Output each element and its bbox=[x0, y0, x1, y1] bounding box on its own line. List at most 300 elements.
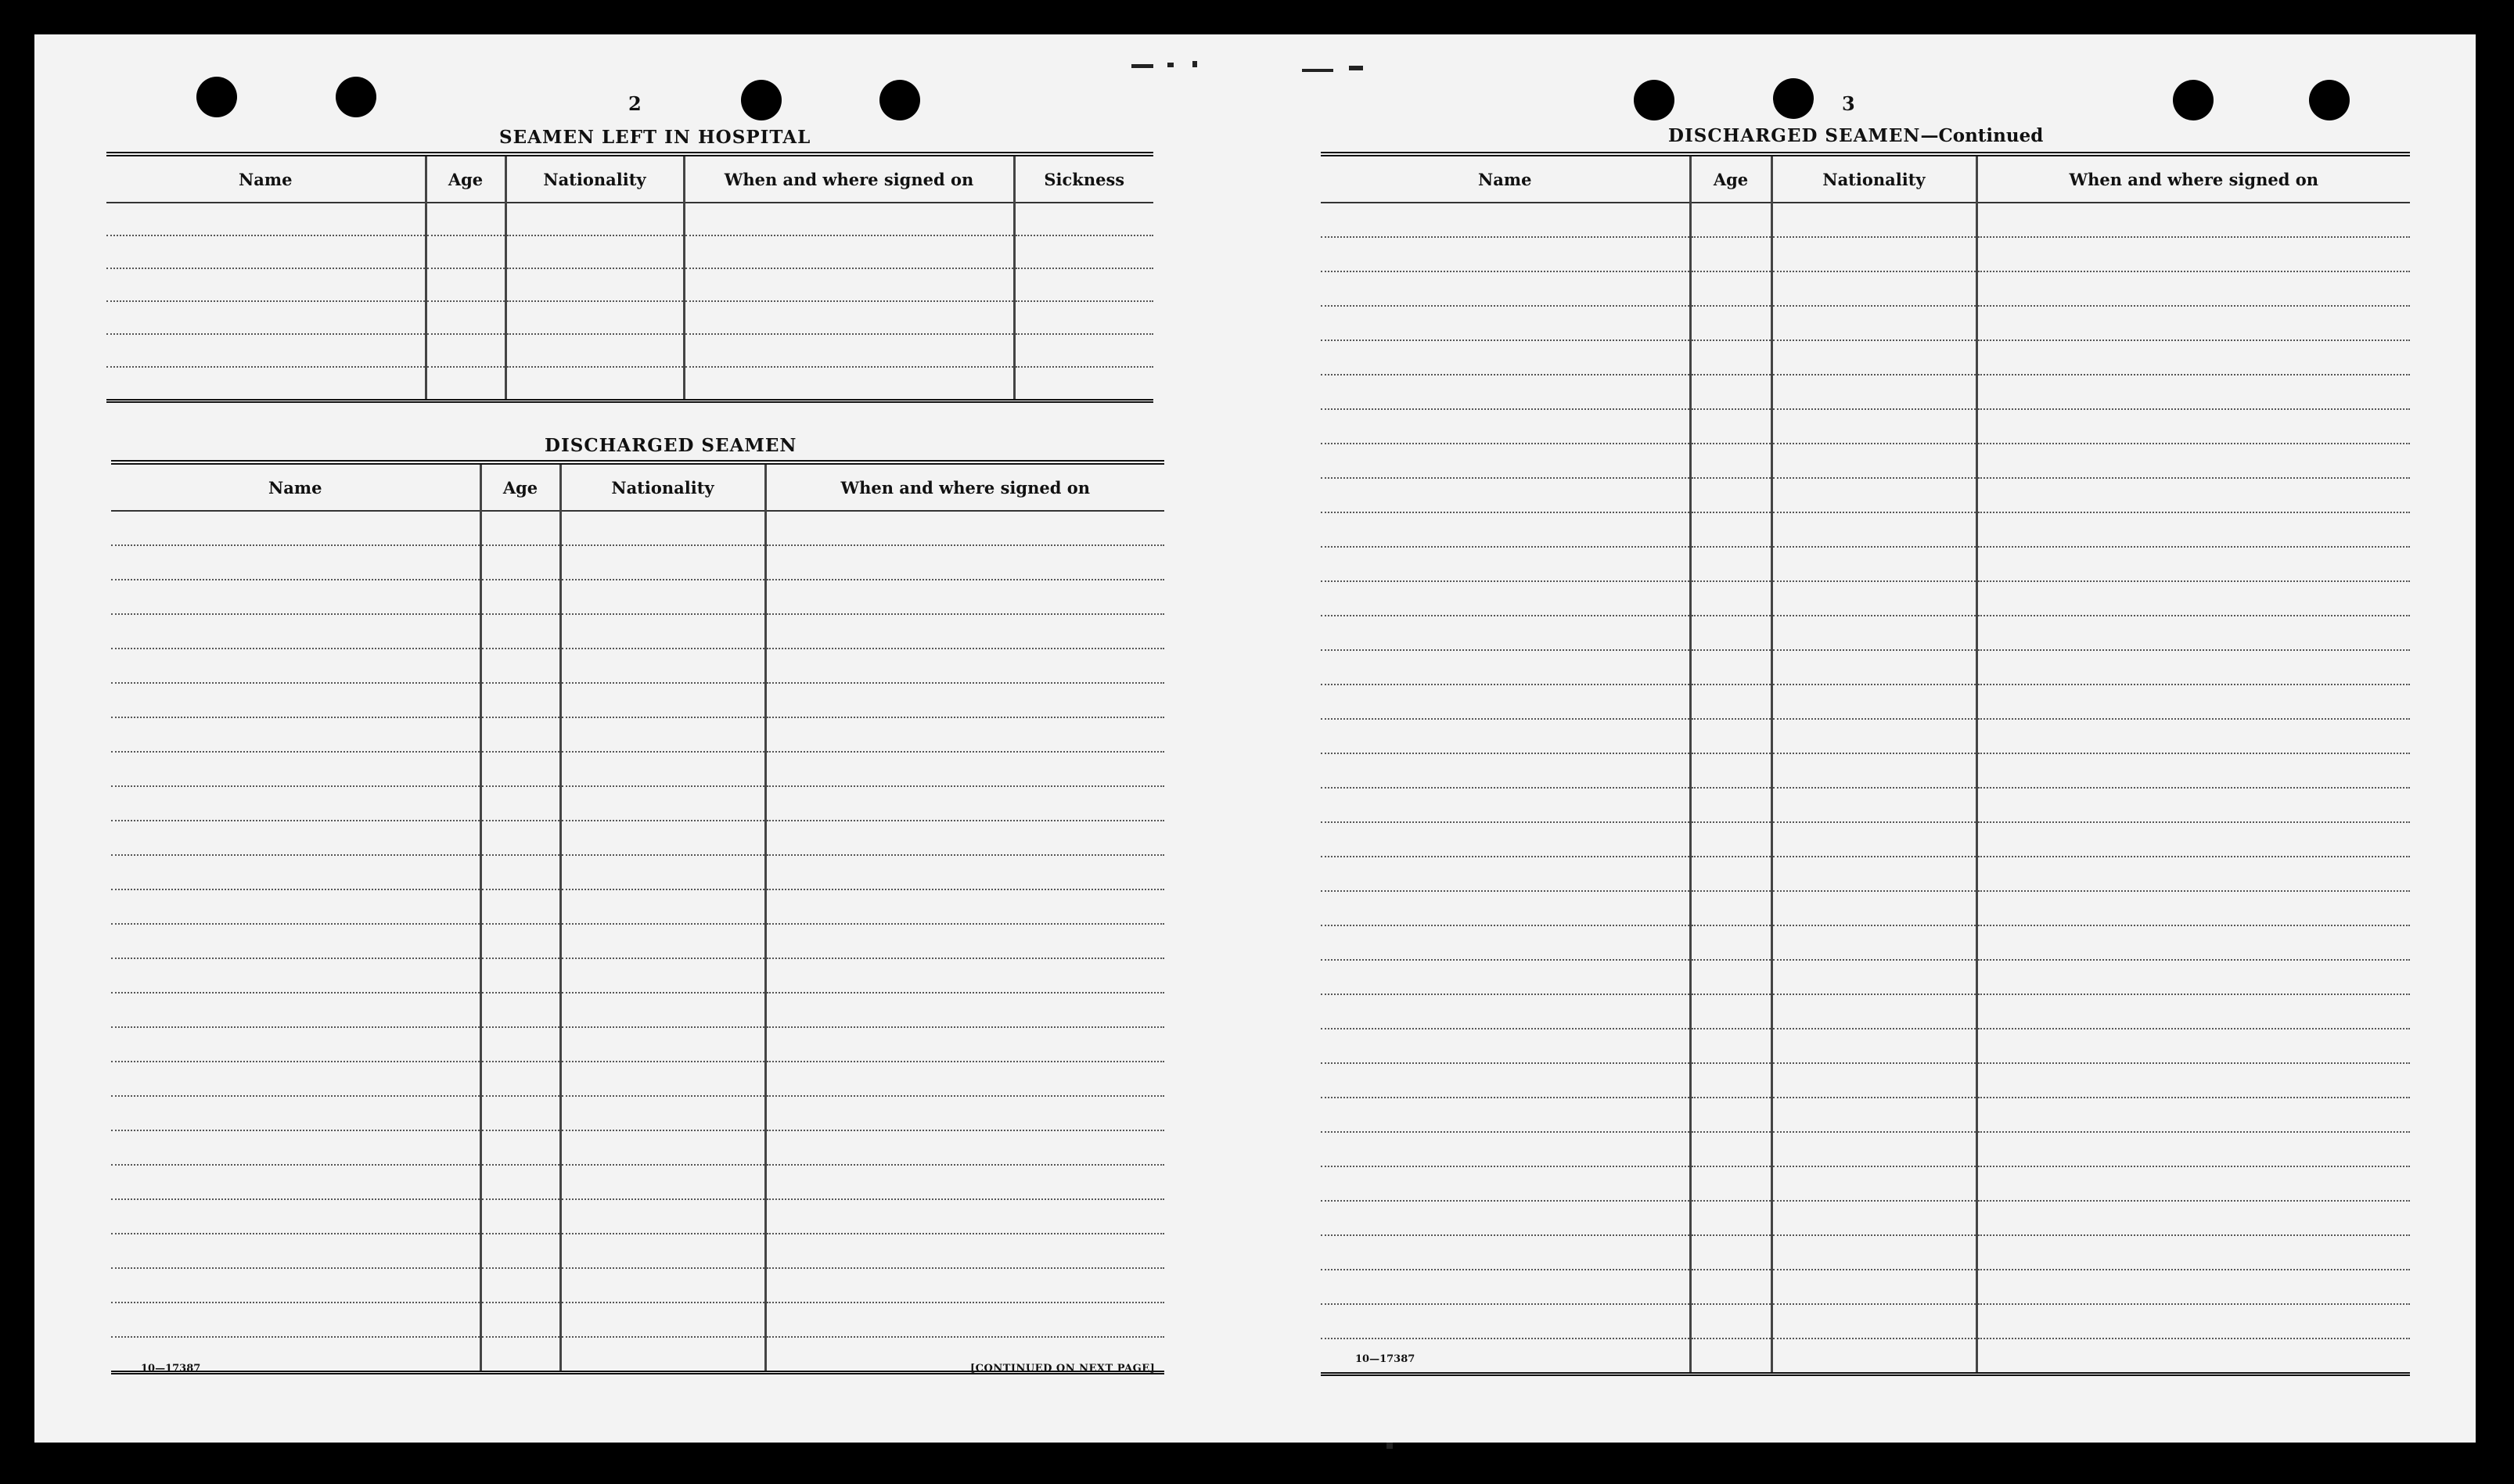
table-cell bbox=[111, 786, 480, 821]
table-row bbox=[1321, 650, 2410, 685]
table-row bbox=[106, 367, 1153, 401]
table-cell bbox=[1976, 1063, 2410, 1098]
table-cell bbox=[684, 367, 1014, 401]
table-cell bbox=[106, 235, 426, 268]
table-cell bbox=[1976, 203, 2410, 237]
table-cell bbox=[560, 1096, 765, 1130]
table-cell bbox=[1771, 1166, 1976, 1201]
table-cell bbox=[1771, 1338, 1976, 1374]
table-cell bbox=[765, 511, 1164, 545]
table-cell bbox=[765, 889, 1164, 924]
table-cell bbox=[765, 614, 1164, 649]
table-row bbox=[111, 1268, 1164, 1303]
table-row bbox=[111, 889, 1164, 924]
table-row bbox=[111, 1234, 1164, 1268]
table-cell bbox=[1690, 512, 1771, 547]
table-row bbox=[111, 614, 1164, 649]
table-cell bbox=[111, 649, 480, 683]
table-cell bbox=[1771, 1235, 1976, 1270]
table-cell bbox=[1690, 581, 1771, 616]
table-cell bbox=[1321, 271, 1690, 306]
table-cell bbox=[1690, 616, 1771, 650]
table-row bbox=[111, 717, 1164, 752]
table-cell bbox=[111, 855, 480, 889]
table-cell bbox=[1321, 512, 1690, 547]
table-cell bbox=[684, 235, 1014, 268]
table-cell bbox=[1690, 306, 1771, 340]
table-cell bbox=[765, 1096, 1164, 1130]
table-cell bbox=[1771, 822, 1976, 857]
table-cell bbox=[1771, 1029, 1976, 1063]
table-row bbox=[1321, 1132, 2410, 1166]
table-row bbox=[111, 752, 1164, 786]
table-cell bbox=[1690, 478, 1771, 512]
table-cell bbox=[111, 545, 480, 580]
table-cell bbox=[1690, 547, 1771, 581]
table-cell bbox=[1771, 340, 1976, 375]
table-cell bbox=[1690, 994, 1771, 1029]
table-cell bbox=[1690, 1338, 1771, 1374]
table-row bbox=[1321, 1338, 2410, 1374]
table-cell bbox=[1014, 334, 1153, 367]
discharged-table bbox=[111, 460, 1164, 1374]
table-cell bbox=[1321, 1029, 1690, 1063]
table-cell bbox=[111, 752, 480, 786]
table-cell bbox=[1321, 375, 1690, 409]
table-cell bbox=[765, 958, 1164, 993]
discharged-continued-label: DISCHARGED SEAMEN bbox=[1668, 125, 1921, 146]
table-cell bbox=[1321, 891, 1690, 925]
table-row bbox=[1321, 788, 2410, 822]
table-cell bbox=[1976, 237, 2410, 271]
continued-note: [CONTINUED ON NEXT PAGE] bbox=[970, 1363, 1156, 1374]
table-row bbox=[1321, 547, 2410, 581]
table-cell bbox=[111, 1234, 480, 1268]
binder-hole bbox=[1634, 80, 1674, 120]
table-row bbox=[1321, 925, 2410, 960]
table-row bbox=[1321, 822, 2410, 857]
table-cell bbox=[1771, 857, 1976, 891]
table-cell bbox=[1976, 857, 2410, 891]
table-cell bbox=[1771, 1201, 1976, 1235]
table-cell bbox=[1321, 409, 1690, 444]
table-row bbox=[111, 1165, 1164, 1199]
table-cell bbox=[426, 334, 505, 367]
table-row bbox=[1321, 512, 2410, 547]
table-cell bbox=[480, 1096, 560, 1130]
table-cell bbox=[111, 958, 480, 993]
table-row bbox=[111, 958, 1164, 993]
table-row bbox=[1321, 1235, 2410, 1270]
table-cell bbox=[1771, 237, 1976, 271]
table-cell bbox=[505, 334, 684, 367]
table-row bbox=[106, 235, 1153, 268]
table-cell bbox=[480, 511, 560, 545]
table-cell bbox=[480, 649, 560, 683]
table-cell bbox=[1321, 444, 1690, 478]
table-cell bbox=[765, 786, 1164, 821]
table-cell bbox=[480, 1303, 560, 1337]
table-cell bbox=[1321, 1098, 1690, 1132]
column-header-nationality: Nationality bbox=[560, 462, 765, 511]
table-cell bbox=[1321, 960, 1690, 994]
table-cell bbox=[1976, 340, 2410, 375]
table-cell bbox=[684, 301, 1014, 334]
table-cell bbox=[480, 545, 560, 580]
table-row bbox=[1321, 1166, 2410, 1201]
table-row bbox=[1321, 444, 2410, 478]
table-cell bbox=[560, 924, 765, 958]
table-cell bbox=[426, 203, 505, 235]
table-cell bbox=[1976, 616, 2410, 650]
table-cell bbox=[560, 1130, 765, 1165]
table-row bbox=[111, 1130, 1164, 1165]
table-cell bbox=[765, 717, 1164, 752]
table-cell bbox=[1321, 994, 1690, 1029]
table-cell bbox=[765, 1165, 1164, 1199]
table-header-row bbox=[111, 462, 1164, 511]
table-cell bbox=[1690, 960, 1771, 994]
table-cell bbox=[1771, 994, 1976, 1029]
discharged-continued-rows bbox=[1321, 203, 2410, 1374]
table-cell bbox=[1690, 1098, 1771, 1132]
table-cell bbox=[1690, 1235, 1771, 1270]
table-cell bbox=[480, 924, 560, 958]
scan-mark bbox=[1349, 66, 1363, 70]
table-cell bbox=[111, 1130, 480, 1165]
page-number-left: 2 bbox=[628, 92, 642, 115]
table-row bbox=[1321, 1063, 2410, 1098]
table-cell bbox=[1976, 1338, 2410, 1374]
table-cell bbox=[480, 1234, 560, 1268]
table-cell bbox=[765, 1268, 1164, 1303]
table-cell bbox=[111, 580, 480, 614]
table-cell bbox=[1771, 1270, 1976, 1304]
table-cell bbox=[480, 752, 560, 786]
table-cell bbox=[1690, 1166, 1771, 1201]
table-cell bbox=[111, 1165, 480, 1199]
table-cell bbox=[765, 821, 1164, 855]
table-cell bbox=[765, 1234, 1164, 1268]
table-row bbox=[1321, 616, 2410, 650]
table-cell bbox=[111, 717, 480, 752]
column-header-nationality: Nationality bbox=[1771, 154, 1976, 203]
table-cell bbox=[480, 683, 560, 717]
table-row bbox=[111, 545, 1164, 580]
table-cell bbox=[111, 683, 480, 717]
table-row bbox=[111, 1096, 1164, 1130]
binder-hole bbox=[336, 77, 376, 117]
table-cell bbox=[1321, 788, 1690, 822]
table-cell bbox=[111, 511, 480, 545]
table-cell bbox=[1976, 1235, 2410, 1270]
table-cell bbox=[560, 683, 765, 717]
table-cell bbox=[480, 821, 560, 855]
table-row bbox=[106, 334, 1153, 367]
table-cell bbox=[1771, 581, 1976, 616]
table-cell bbox=[1690, 753, 1771, 788]
table-cell bbox=[1321, 547, 1690, 581]
table-cell bbox=[1976, 444, 2410, 478]
table-cell bbox=[1771, 1098, 1976, 1132]
table-row bbox=[1321, 271, 2410, 306]
column-header-age: Age bbox=[426, 154, 505, 203]
column-header-name: Name bbox=[111, 462, 480, 511]
table-cell bbox=[1771, 925, 1976, 960]
table-cell bbox=[111, 1268, 480, 1303]
table-cell bbox=[1771, 753, 1976, 788]
table-cell bbox=[560, 1165, 765, 1199]
table-cell bbox=[480, 580, 560, 614]
table-cell bbox=[505, 203, 684, 235]
hospital-rows bbox=[106, 203, 1153, 401]
table-cell bbox=[1771, 512, 1976, 547]
table-cell bbox=[111, 993, 480, 1027]
binder-hole bbox=[2173, 80, 2214, 120]
table-cell bbox=[1690, 1063, 1771, 1098]
table-cell bbox=[111, 889, 480, 924]
table-row bbox=[1321, 685, 2410, 719]
table-cell bbox=[505, 301, 684, 334]
table-cell bbox=[480, 855, 560, 889]
table-cell bbox=[1976, 994, 2410, 1029]
table-cell bbox=[1771, 685, 1976, 719]
column-header-age: Age bbox=[1690, 154, 1771, 203]
table-row bbox=[111, 1303, 1164, 1337]
table-cell bbox=[1321, 1132, 1690, 1166]
table-cell bbox=[1771, 271, 1976, 306]
table-cell bbox=[480, 1337, 560, 1373]
table-cell bbox=[1321, 306, 1690, 340]
table-row bbox=[1321, 340, 2410, 375]
table-cell bbox=[1321, 340, 1690, 375]
table-cell bbox=[1976, 1304, 2410, 1338]
table-cell bbox=[1690, 375, 1771, 409]
table-cell bbox=[560, 1337, 765, 1373]
table-row bbox=[1321, 719, 2410, 753]
table-cell bbox=[1014, 301, 1153, 334]
table-cell bbox=[480, 717, 560, 752]
table-row bbox=[1321, 857, 2410, 891]
table-cell bbox=[1321, 857, 1690, 891]
table-cell bbox=[560, 786, 765, 821]
scan-mark bbox=[1192, 61, 1197, 67]
scan-mark bbox=[1167, 63, 1174, 67]
table-row bbox=[111, 580, 1164, 614]
discharged-section-title: DISCHARGED SEAMEN bbox=[545, 435, 797, 456]
table-cell bbox=[1976, 925, 2410, 960]
table-cell bbox=[765, 993, 1164, 1027]
table-cell bbox=[1690, 650, 1771, 685]
table-row bbox=[111, 786, 1164, 821]
table-cell bbox=[1771, 1304, 1976, 1338]
table-cell bbox=[765, 1303, 1164, 1337]
table-cell bbox=[1976, 1270, 2410, 1304]
table-cell bbox=[560, 580, 765, 614]
table-cell bbox=[1976, 753, 2410, 788]
table-cell bbox=[480, 993, 560, 1027]
table-cell bbox=[1321, 203, 1690, 237]
table-header-row bbox=[106, 154, 1153, 203]
table-cell bbox=[560, 993, 765, 1027]
table-cell bbox=[1321, 616, 1690, 650]
table-row bbox=[111, 924, 1164, 958]
table-cell bbox=[1976, 306, 2410, 340]
table-cell bbox=[480, 958, 560, 993]
table-cell bbox=[560, 614, 765, 649]
table-cell bbox=[1771, 960, 1976, 994]
table-cell bbox=[480, 1165, 560, 1199]
table-cell bbox=[1690, 271, 1771, 306]
table-cell bbox=[765, 855, 1164, 889]
table-row bbox=[1321, 1304, 2410, 1338]
hospital-table bbox=[106, 152, 1153, 403]
table-cell bbox=[480, 786, 560, 821]
table-row bbox=[1321, 1201, 2410, 1235]
scan-mark bbox=[1386, 1443, 1393, 1449]
table-row bbox=[1321, 306, 2410, 340]
table-cell bbox=[106, 203, 426, 235]
table-cell bbox=[1976, 409, 2410, 444]
table-row bbox=[106, 268, 1153, 301]
table-cell bbox=[1976, 581, 2410, 616]
table-cell bbox=[560, 958, 765, 993]
table-cell bbox=[1976, 512, 2410, 547]
table-cell bbox=[480, 1268, 560, 1303]
table-cell bbox=[111, 614, 480, 649]
table-cell bbox=[560, 511, 765, 545]
table-cell bbox=[111, 924, 480, 958]
table-cell bbox=[106, 268, 426, 301]
table-cell bbox=[111, 1062, 480, 1096]
table-cell bbox=[1771, 788, 1976, 822]
table-cell bbox=[560, 889, 765, 924]
table-cell bbox=[560, 855, 765, 889]
table-cell bbox=[1976, 650, 2410, 685]
table-cell bbox=[765, 924, 1164, 958]
table-cell bbox=[1771, 719, 1976, 753]
table-row bbox=[111, 683, 1164, 717]
table-cell bbox=[1976, 547, 2410, 581]
table-cell bbox=[1976, 1029, 2410, 1063]
table-cell bbox=[1321, 753, 1690, 788]
table-cell bbox=[1976, 271, 2410, 306]
table-row bbox=[1321, 891, 2410, 925]
table-cell bbox=[1690, 203, 1771, 237]
discharged-continued-title bbox=[1668, 125, 2043, 146]
table-cell bbox=[1321, 1166, 1690, 1201]
table-cell bbox=[1690, 1132, 1771, 1166]
table-cell bbox=[1690, 1029, 1771, 1063]
table-cell bbox=[684, 203, 1014, 235]
continued-suffix: —Continued bbox=[1920, 125, 2044, 146]
table-cell bbox=[1976, 1098, 2410, 1132]
table-cell bbox=[1690, 822, 1771, 857]
table-cell bbox=[1976, 960, 2410, 994]
table-cell bbox=[1771, 203, 1976, 237]
column-header-signed-on: When and where signed on bbox=[684, 154, 1014, 203]
table-row bbox=[111, 855, 1164, 889]
table-row bbox=[1321, 994, 2410, 1029]
table-cell bbox=[111, 1027, 480, 1062]
table-cell bbox=[765, 649, 1164, 683]
table-cell bbox=[1771, 650, 1976, 685]
table-row bbox=[1321, 1098, 2410, 1132]
table-cell bbox=[1771, 375, 1976, 409]
column-header-sickness: Sickness bbox=[1014, 154, 1153, 203]
table-cell bbox=[480, 614, 560, 649]
table-cell bbox=[505, 268, 684, 301]
table-cell bbox=[1771, 616, 1976, 650]
table-cell bbox=[1771, 444, 1976, 478]
discharged-rows bbox=[111, 511, 1164, 1373]
table-cell bbox=[1690, 857, 1771, 891]
table-cell bbox=[1976, 375, 2410, 409]
table-cell bbox=[111, 1096, 480, 1130]
table-cell bbox=[560, 649, 765, 683]
table-cell bbox=[1321, 650, 1690, 685]
table-cell bbox=[1321, 1063, 1690, 1098]
table-cell bbox=[1321, 925, 1690, 960]
table-row bbox=[1321, 581, 2410, 616]
binder-hole bbox=[1773, 78, 1814, 119]
table-cell bbox=[1321, 822, 1690, 857]
table-cell bbox=[1321, 719, 1690, 753]
table-cell bbox=[1976, 478, 2410, 512]
column-header-age: Age bbox=[480, 462, 560, 511]
table-cell bbox=[1690, 444, 1771, 478]
table-row bbox=[1321, 237, 2410, 271]
table-cell bbox=[560, 1062, 765, 1096]
table-cell bbox=[1014, 268, 1153, 301]
table-cell bbox=[1690, 1270, 1771, 1304]
table-cell bbox=[505, 235, 684, 268]
table-cell bbox=[1690, 1201, 1771, 1235]
table-cell bbox=[560, 1303, 765, 1337]
binder-hole bbox=[879, 80, 920, 120]
table-cell bbox=[560, 1234, 765, 1268]
column-header-signed-on: When and where signed on bbox=[765, 462, 1164, 511]
table-cell bbox=[426, 235, 505, 268]
column-header-nationality: Nationality bbox=[505, 154, 684, 203]
table-row bbox=[111, 993, 1164, 1027]
table-cell bbox=[560, 1027, 765, 1062]
table-row bbox=[1321, 753, 2410, 788]
table-row bbox=[1321, 409, 2410, 444]
table-row bbox=[111, 511, 1164, 545]
table-cell bbox=[1690, 719, 1771, 753]
table-cell bbox=[684, 268, 1014, 301]
table-cell bbox=[480, 1062, 560, 1096]
table-cell bbox=[684, 334, 1014, 367]
table-cell bbox=[111, 1199, 480, 1234]
table-cell bbox=[1690, 340, 1771, 375]
table-cell bbox=[480, 889, 560, 924]
table-cell bbox=[1976, 1201, 2410, 1235]
table-cell bbox=[1690, 925, 1771, 960]
table-row bbox=[111, 821, 1164, 855]
table-cell bbox=[1976, 1166, 2410, 1201]
table-header-row bbox=[1321, 154, 2410, 203]
table-cell bbox=[480, 1130, 560, 1165]
table-cell bbox=[106, 301, 426, 334]
table-cell bbox=[1771, 1063, 1976, 1098]
table-cell bbox=[1321, 478, 1690, 512]
table-cell bbox=[1976, 1132, 2410, 1166]
table-cell bbox=[1321, 685, 1690, 719]
table-cell bbox=[480, 1027, 560, 1062]
table-cell bbox=[765, 545, 1164, 580]
